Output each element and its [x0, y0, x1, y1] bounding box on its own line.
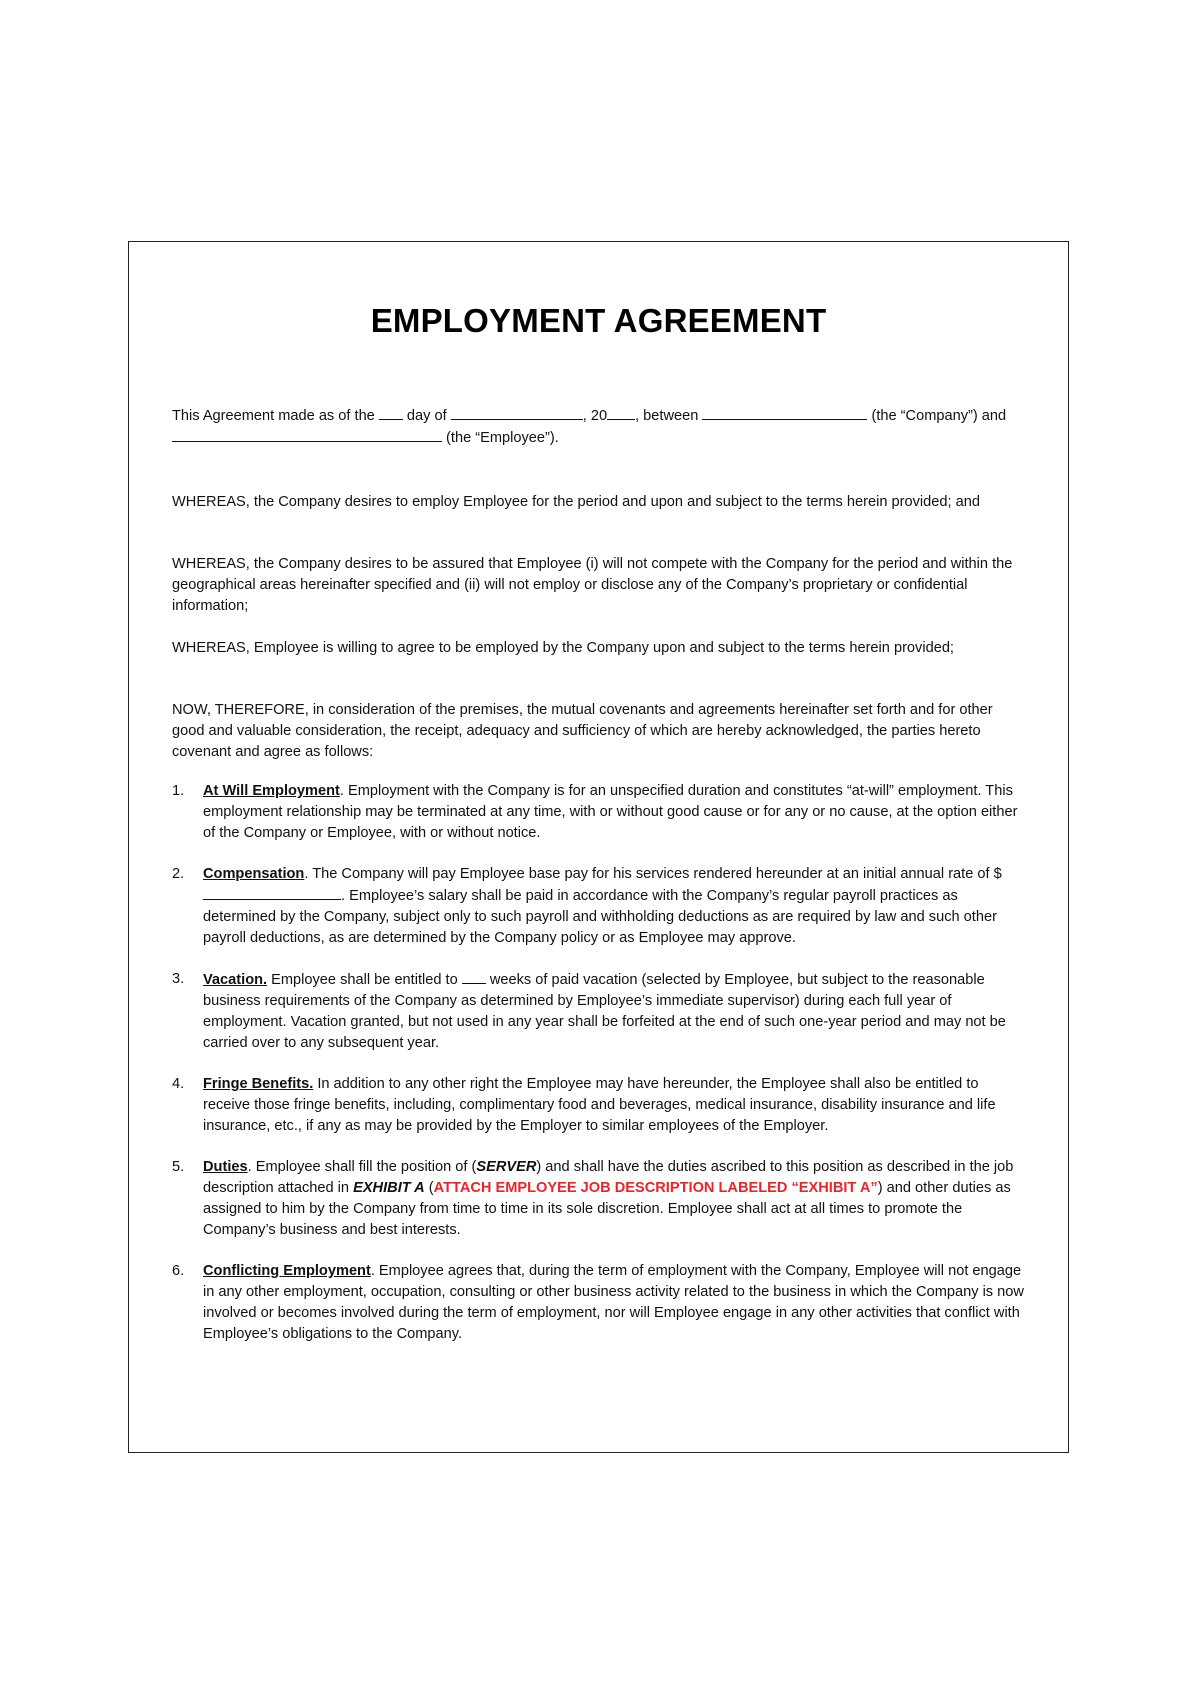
clause-text: weeks of paid vacation (selected by Employee, but subject to the reasonable business requirements of the Company as determined by Employee’s immediate supervisor) during each full year of employment. Vacation granted, but not used in any year shall be forfeited at the end of such one-year period and may not be carried over to any subsequent year.	[203, 972, 1006, 1051]
clause-list	[172, 781, 1024, 1365]
clause-heading: Fringe Benefits.	[203, 1076, 314, 1092]
clause-text: In addition to any other right the Employee may have hereunder, the Employee shall also be entitled to receive those fringe benefits, including, complimentary food and beverages, medical insurance, disability insurance and life insurance, etc., if any as may be provided by the Employer to similar employees of the Employer.	[203, 1076, 996, 1134]
clause-duties	[172, 1157, 1024, 1241]
clause-number: 2.	[172, 866, 185, 882]
clause-heading: Vacation.	[203, 972, 268, 988]
clause-text: ) and shall have the duties ascribed to this position as described in the job description attached in	[203, 1159, 1014, 1196]
intro-text: day of	[402, 408, 451, 424]
year-blank	[607, 405, 635, 420]
clause-fringe-benefits	[172, 1074, 1024, 1137]
intro-text: This Agreement made as of the	[172, 408, 379, 424]
now-therefore-paragraph: NOW, THEREFORE, in consideration of the premises, the mutual covenants and agreements hereinafter set forth and for other good and valuable consideration, the receipt, adequacy and sufficiency of which are hereby acknowledged, the parties hereto covenant and agree as follows:	[172, 702, 993, 760]
position-name: SERVER	[476, 1159, 537, 1175]
exhibit-reference: EXHIBIT A	[353, 1180, 425, 1196]
clause-text: . Employee shall fill the position of (	[247, 1159, 477, 1175]
clause-heading: At Will Employment	[203, 783, 340, 799]
clause-number: 1.	[172, 783, 185, 799]
clause-heading: Compensation	[203, 866, 305, 882]
clause-heading: Duties	[203, 1159, 248, 1175]
day-blank	[379, 405, 403, 420]
whereas-paragraph-2: WHEREAS, the Company desires to be assured that Employee (i) will not compete with the Company for the period and within the geographical areas hereinafter specified and (ii) will not employ or disclose any of the Company’s proprietary or confidential information;	[172, 556, 1013, 614]
document-page	[128, 241, 1069, 1453]
intro-text: , 20	[582, 408, 608, 424]
clause-vacation	[172, 969, 1024, 1054]
clause-conflicting-employment	[172, 1261, 1024, 1345]
vacation-weeks-blank	[462, 969, 486, 984]
intro-text: (the “Employee”).	[442, 430, 559, 446]
employee-name-blank	[172, 427, 442, 442]
clause-text: (	[424, 1180, 434, 1196]
intro-paragraph	[172, 405, 1024, 449]
document-title: EMPLOYMENT AGREEMENT	[370, 302, 827, 339]
whereas-paragraph-3: WHEREAS, Employee is willing to agree to be employed by the Company upon and subject to the terms herein provided;	[172, 640, 954, 656]
whereas-paragraph-1: WHEREAS, the Company desires to employ Employee for the period and upon and subject to the terms herein provided; and	[172, 494, 980, 510]
clause-number: 5.	[172, 1159, 185, 1175]
clause-text: . Employment with the Company is for an unspecified duration and constitutes “at-will” employment. This employment relationship may be terminated at any time, with or without good cause or for any or no cause, at the option either of the Company or Employee, with or without notice.	[203, 783, 1018, 841]
clause-text: ) and other duties as assigned to him by the Company from time to time in its sole discretion. Employee shall act at all times to promote the Company’s business and best interests.	[203, 1180, 1011, 1238]
clause-text: . The Company will pay Employee base pay for his services rendered hereunder at an initial annual rate of $	[304, 866, 1002, 882]
clause-number: 3.	[172, 971, 185, 987]
clause-number: 6.	[172, 1263, 185, 1279]
clause-at-will-employment	[172, 781, 1024, 844]
month-blank	[451, 405, 583, 420]
clause-text: . Employee’s salary shall be paid in accordance with the Company’s regular payroll practices as determined by the Company, subject only to such payroll and withholding deductions as are required by law and such other payroll deductions, as are determined by the Company policy or as Employee may approve.	[203, 888, 997, 946]
clause-text: . Employee agrees that, during the term of employment with the Company, Employee will not engage in any other employment, occupation, consulting or other business activity related to the business in which the Company is now involved or becomes involved during the term of employment, nor will Employee engage in any other activities that conflict with Employee’s obligations to the Company.	[203, 1263, 1024, 1342]
intro-text: , between	[635, 408, 703, 424]
company-name-blank	[702, 405, 867, 420]
intro-text: (the “Company”) and	[867, 408, 1007, 424]
salary-rate-blank	[203, 885, 341, 900]
clause-text: Employee shall be entitled to	[267, 972, 462, 988]
clause-compensation	[172, 864, 1024, 949]
attach-instruction-note: ATTACH EMPLOYEE JOB DESCRIPTION LABELED “EXHIBIT A”	[433, 1180, 878, 1196]
clause-heading: Conflicting Employment	[203, 1263, 371, 1279]
clause-number: 4.	[172, 1076, 185, 1092]
